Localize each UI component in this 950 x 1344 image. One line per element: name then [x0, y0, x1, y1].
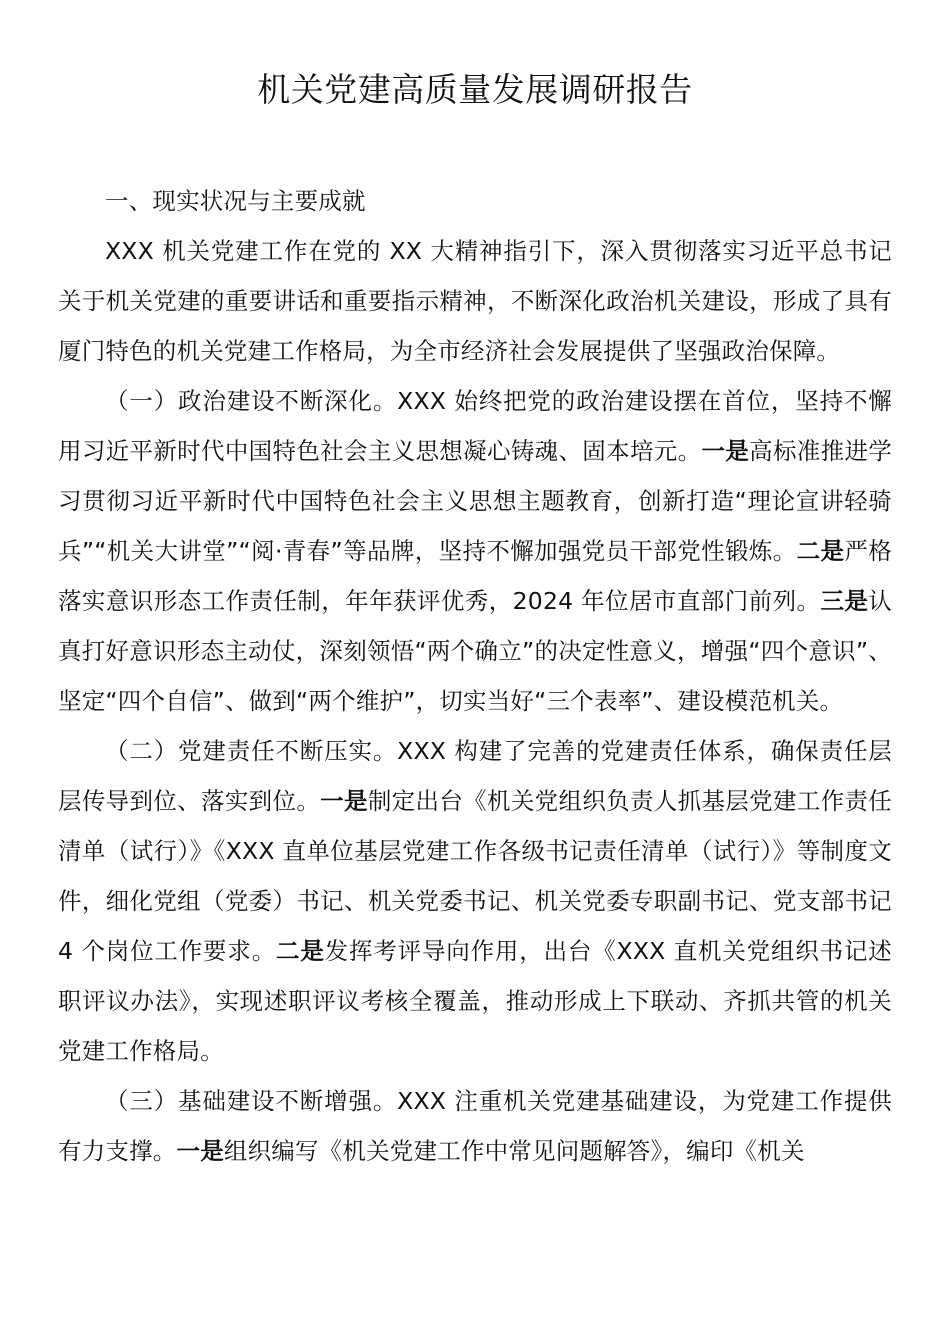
paragraph-text: 制定出台《机关党组织负责人抓基层党建工作责任清单（试行）》《XXX 直单位基层党建工作各级书记责任清单（试行）》等制度文件，细化党组（党委）书记、机关党委书记、机关党委专职副书记、党支部书记 4 个岗位工作要求。 [58, 787, 892, 965]
emphasis-text: 二是 [796, 537, 845, 565]
emphasis-text: 三是 [820, 587, 869, 615]
emphasis-text: 一是 [701, 437, 750, 465]
emphasis-text: 二是 [276, 937, 325, 965]
paragraph-text: XXX 机关党建工作在党的 XX 大精神指引下，深入贯彻落实习近平总书记关于机关党建的重要讲话和重要指示精神，不断深化政治机关建设，形成了具有厦门特色的机关党建工作格局，为全市经济社会发展提供了坚强政治保障。 [58, 237, 892, 365]
section-heading: 一、现实状况与主要成就 [105, 187, 366, 215]
paragraph-text: （二）党建责任不断压实。XXX 构建了完善的党建责任体系，确保责任层层传导到位、落实到位。 [58, 737, 892, 815]
paragraph-text: 组织编写《机关党建工作中常见问题解答》，编印《机关 [223, 1137, 805, 1165]
body-paragraph [58, 376, 892, 726]
emphasis-text: 一是 [176, 1137, 224, 1165]
document-page [58, 62, 892, 1176]
body-paragraph [58, 226, 892, 376]
paragraph-text: （一）政治建设不断深化。XXX 始终把党的政治建设摆在首位，坚持不懈用习近平新时代中国特色社会主义思想凝心铸魂、固本培元。 [58, 387, 892, 465]
paragraph-text: 严格落实意识形态工作责任制，年年获评优秀，2024 年位居市直部门前列。 [58, 537, 892, 615]
emphasis-text: 一是 [320, 787, 368, 815]
paragraph-text: 发挥考评导向作用，出台《XXX 直机关党组织书记述职评议办法》，实现述职评议考核全覆盖，推动形成上下联动、齐抓共管的机关党建工作格局。 [58, 937, 892, 1065]
document-body [58, 226, 892, 1176]
body-paragraph [58, 1076, 892, 1176]
paragraph-text: 认真打好意识形态主动仗，深刻领悟“两个确立”的决定性意义，增强“四个意识”、坚定“四个自信”、做到“两个维护”，切实当好“三个表率”、建设模范机关。 [58, 587, 892, 715]
paragraph-text: （三）基础建设不断增强。XXX 注重机关党建基础建设，为党建工作提供有力支撑。 [58, 1087, 892, 1165]
paragraph-text: 高标准推进学习贯彻习近平新时代中国特色社会主义思想主题教育，创新打造“理论宣讲轻骑兵”“机关大讲堂”“阅·青春”等品牌，坚持不懈加强党员干部党性锻炼。 [58, 437, 893, 565]
body-paragraph [58, 726, 892, 1076]
document-title: 机关党建高质量发展调研报告 [257, 70, 693, 109]
